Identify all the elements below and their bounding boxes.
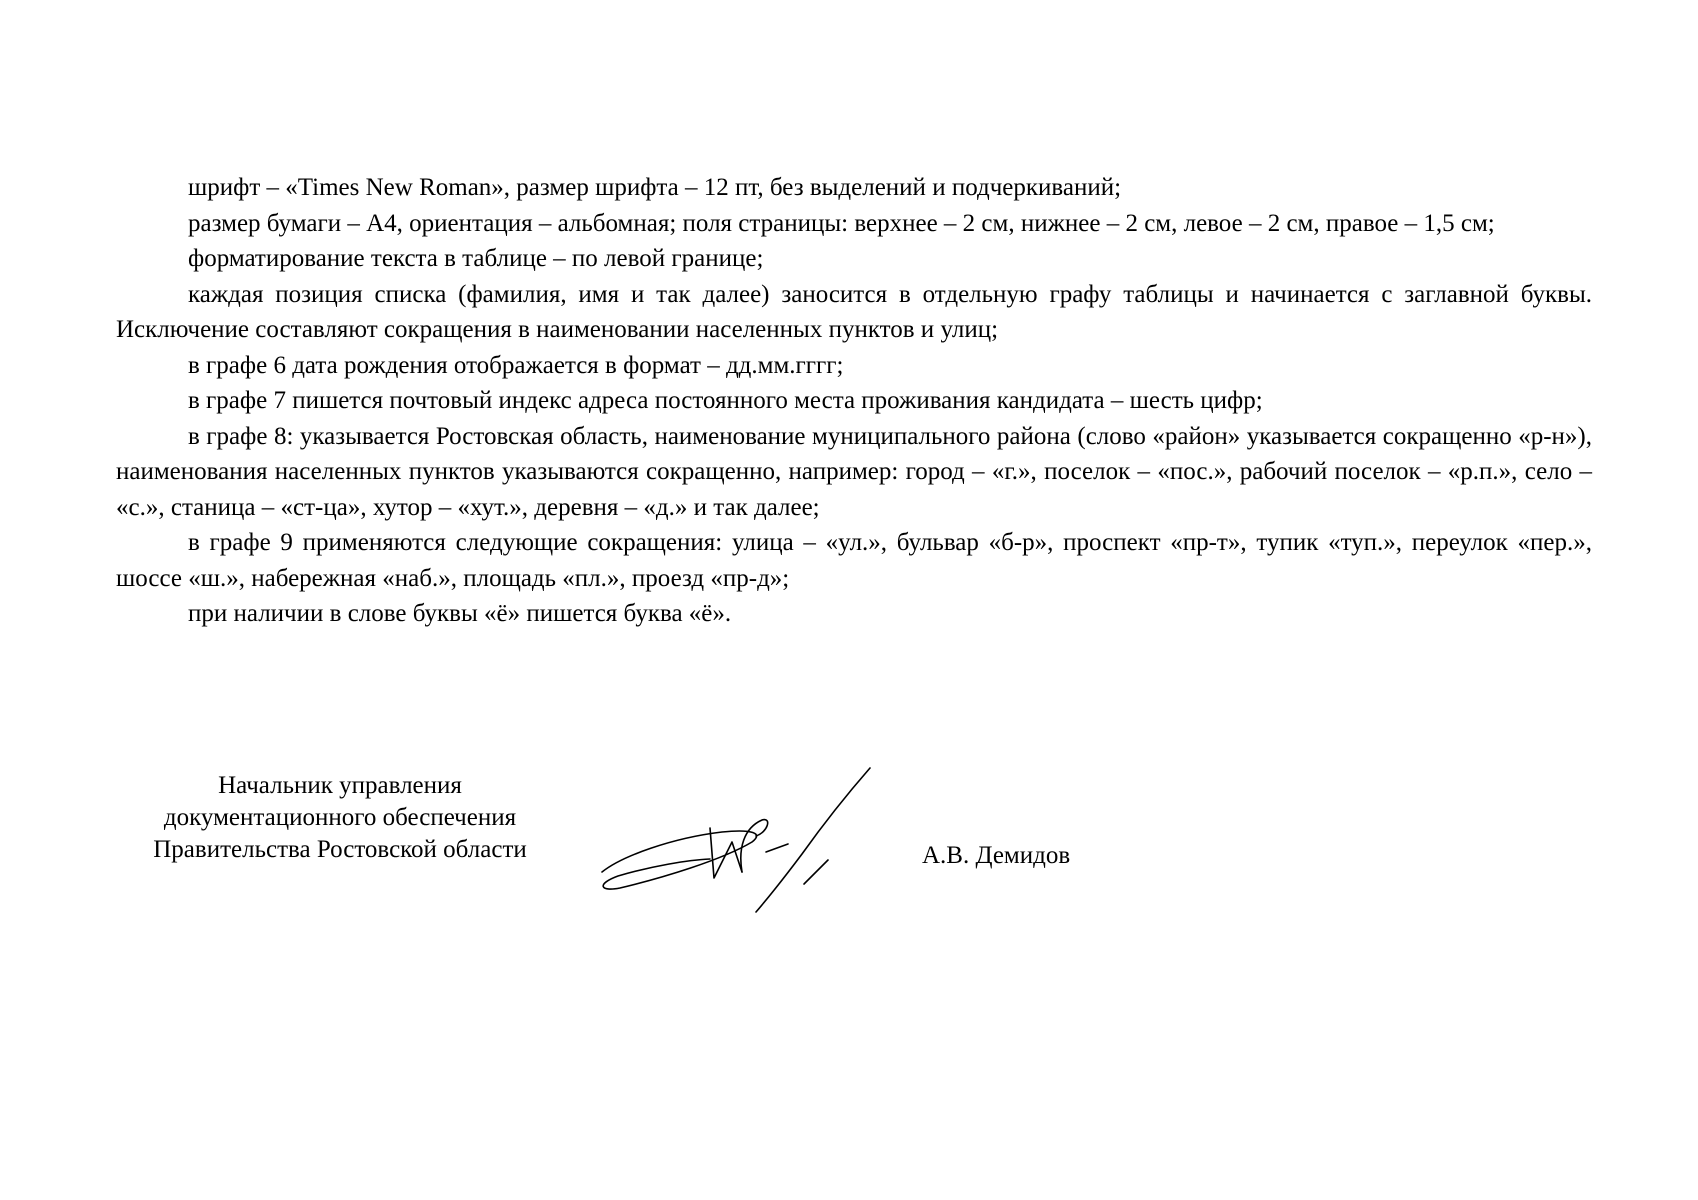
paragraph-column-8: в графе 8: указывается Ростовская область, наименование муниципального района (слово «район» указывается сокращенно «р-н»), наименования населенных пунктов указываются сокращенно, например: город – «г.», поселок – «пос.», рабочий поселок – «р.п.», село – «с.», станица – «ст-ца», хутор – «хут.», деревня – «д.» и так далее;: [116, 422, 1592, 521]
paragraph-font: шрифт – «Times New Roman», размер шрифта – 12 пт, без выделений и подчеркиваний;: [188, 174, 1122, 201]
paragraph-list-entries: каждая позиция списка (фамилия, имя и так далее) заносится в отдельную графу таблицы и начинается с заглавной буквы. Исключение составляют сокращения в наименовании населенных пунктов и улиц;: [116, 280, 1592, 343]
signer-position-line: Правительства Ростовской области: [153, 836, 527, 863]
paragraph-letter-yo: при наличии в слове буквы «ё» пишется буква «ё».: [188, 600, 732, 627]
signer-position-line: Начальник управления: [218, 772, 462, 799]
document-body: [116, 170, 1592, 632]
signer-position-line: документационного обеспечения: [163, 804, 517, 831]
signer-name: А.В. Демидов: [922, 842, 1071, 869]
handwritten-signature: [592, 760, 882, 920]
paragraph-column-6: в графе 6 дата рождения отображается в формат – дд.мм.гггг;: [188, 351, 844, 379]
paragraph-paper-size: размер бумаги – А4, ориентация – альбомная; поля страницы: верхнее – 2 см, нижнее – 2 см, левое – 2 см, правое – 1,5 см;: [188, 209, 1495, 237]
paragraph-column-7: в графе 7 пишется почтовый индекс адреса постоянного места проживания кандидата – шесть цифр;: [188, 387, 1263, 414]
paragraph-column-9: в графе 9 применяются следующие сокращения: улица – «ул.», бульвар «б-р», проспект «пр-т», тупик «туп.», переулок «пер.», шоссе «ш.», набережная «наб.», площадь «пл.», проезд «пр-д»;: [116, 529, 1592, 592]
paragraph-table-alignment: форматирование текста в таблице – по левой границе;: [188, 245, 764, 272]
signer-position: [110, 770, 570, 866]
